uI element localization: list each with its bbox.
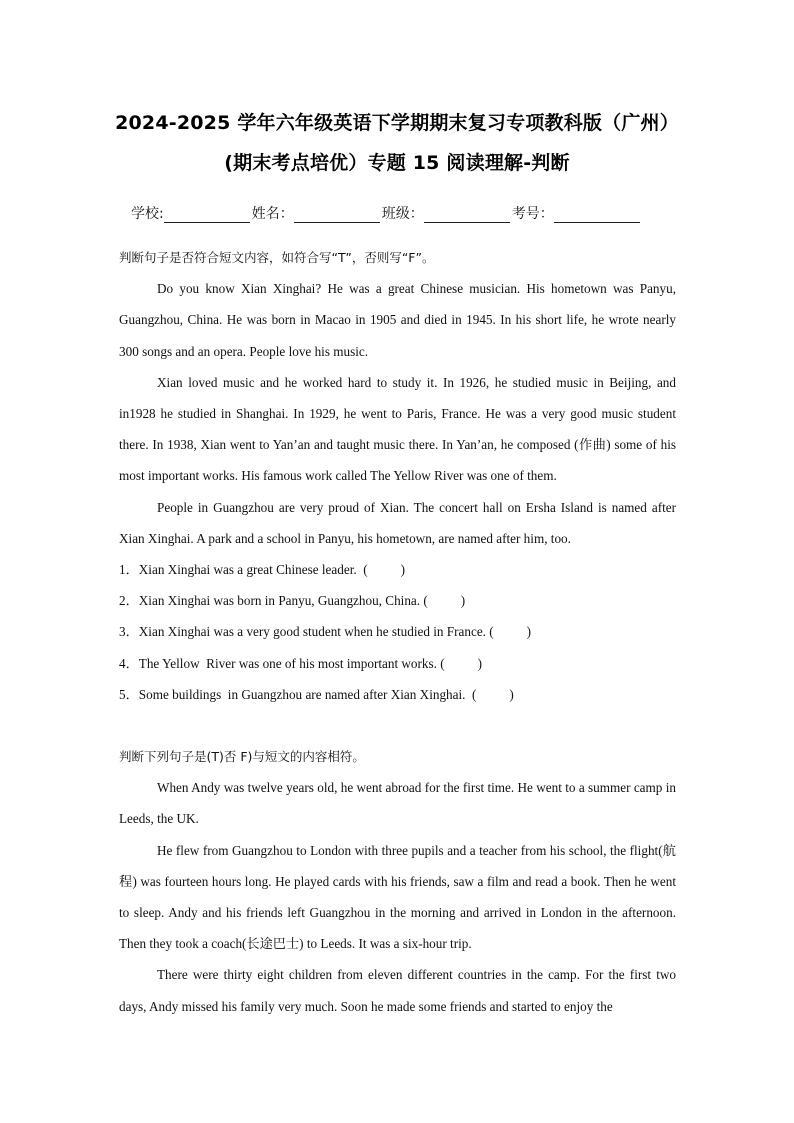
question-2: 2．Xian Xinghai was born in Panyu, Guangzhou, China. ( ) bbox=[119, 593, 466, 609]
section-2-paragraph-1: When Andy was twelve years old, he went abroad for the first time. He went to a summer camp in Leeds, the UK. bbox=[119, 780, 676, 827]
question-4: 4．The Yellow River was one of his most important works. ( ) bbox=[119, 655, 482, 671]
section-1 bbox=[119, 242, 676, 710]
section-1-paragraph-2: Xian loved music and he worked hard to study it. In 1926, he studied music in Beijing, and in1928 he studied in Shanghai. In 1929, he went to Paris, France. He was a very good music student there. In 1938, Xian went to Yan’an and taught music there. In Yan’an, he composed (作曲) some of his most important works. His famous work called The Yellow River was one of them. bbox=[119, 374, 676, 484]
question-3: 3．Xian Xinghai was a very good student when he studied in France. ( ) bbox=[119, 624, 532, 640]
section-2 bbox=[119, 741, 676, 1022]
number-label: 考号： bbox=[511, 206, 554, 222]
question-5: 5．Some buildings in Guangzhou are named after Xian Xinghai. ( ) bbox=[119, 686, 514, 702]
class-label: 班级： bbox=[381, 206, 424, 222]
section-2-paragraph-2: He flew from Guangzhou to London with three pupils and a teacher from his school, the flight(航程) was fourteen hours long. He played cards with his friends, saw a film and read a book. Then he went to sleep. Andy and his friends left Guangzhou in the morning and arrived in London in the afternoon. Then they took a coach(长途巴士) to Leeds. It was a six-hour trip. bbox=[119, 842, 676, 952]
document-title-line-2: (期末考点培优）专题 15 阅读理解-判断 bbox=[224, 152, 570, 174]
section-1-instruction: 判断句子是否符合短文内容，如符合写“T”，否则写“F”。 bbox=[119, 250, 435, 265]
student-info-row bbox=[131, 201, 642, 223]
section-1-paragraph-3: People in Guangzhou are very proud of Xian. The concert hall on Ersha Island is named after Xian Xinghai. A park and a school in Panyu, his hometown, are named after him, too. bbox=[119, 499, 676, 546]
name-blank[interactable] bbox=[294, 208, 380, 223]
name-field bbox=[252, 203, 382, 223]
name-label: 姓名： bbox=[251, 206, 294, 222]
section-2-instruction: 判断下列句子是(T)否 F)与短文的内容相符。 bbox=[119, 749, 365, 764]
school-field bbox=[131, 203, 252, 223]
class-field bbox=[382, 203, 512, 223]
number-blank[interactable] bbox=[554, 208, 640, 223]
section-1-paragraph-1: Do you know Xian Xinghai? He was a great Chinese musician. His hometown was Panyu, Guangzhou, China. He was born in Macao in 1905 and died in 1945. In his short life, he wrote nearly 300 songs and an opera. People love his music. bbox=[119, 281, 676, 359]
school-blank[interactable] bbox=[164, 208, 250, 223]
class-blank[interactable] bbox=[424, 208, 510, 223]
document-title-line-1: 2024-2025 学年六年级英语下学期期末复习专项教科版（广州） bbox=[115, 112, 679, 134]
school-label: 学校: bbox=[131, 206, 164, 222]
number-field bbox=[512, 203, 642, 223]
section-2-paragraph-3: There were thirty eight children from eleven different countries in the camp. For the first two days, Andy missed his family very much. Soon he made some friends and started to enjoy the bbox=[119, 967, 676, 1014]
question-1: 1．Xian Xinghai was a great Chinese leader. ( ) bbox=[119, 562, 406, 578]
